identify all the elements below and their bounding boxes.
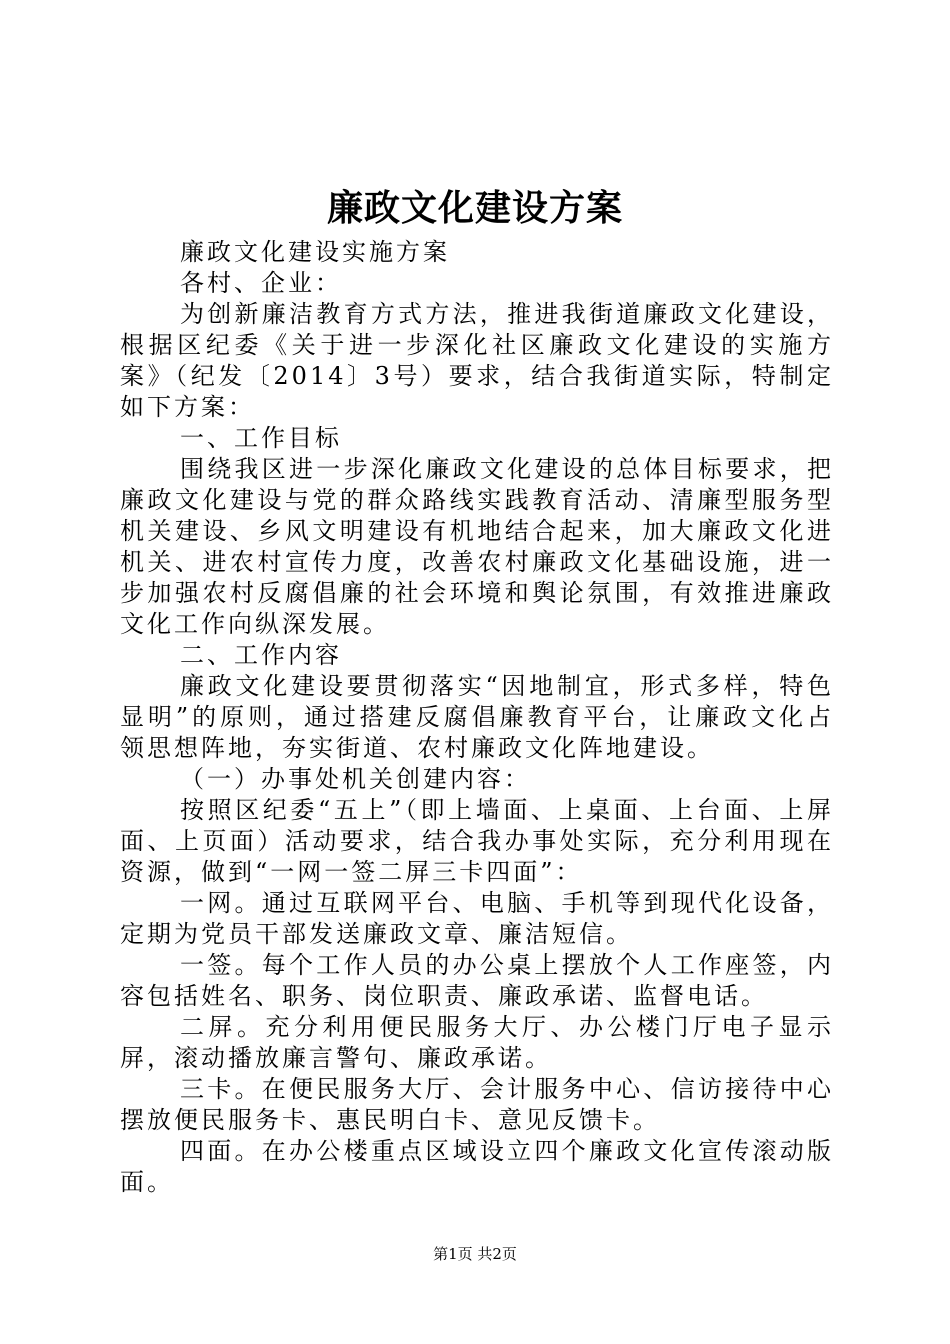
- paragraph-salutation: 各村、企业：: [180, 269, 342, 297]
- list-item-network: 一网。通过互联网平台、电脑、手机等到现代化设备，定期为党员干部发送廉政文章、廉洁短信。: [120, 889, 834, 948]
- document-body: [120, 237, 834, 1198]
- section-heading-goals: 一、工作目标: [180, 424, 342, 452]
- page-footer: 第1页 共2页: [433, 1245, 517, 1263]
- paragraph-subtitle: 廉政文化建设实施方案: [180, 238, 450, 266]
- page-title: 廉政文化建设方案: [326, 187, 623, 229]
- list-item-panels: 四面。在办公楼重点区域设立四个廉政文化宣传滚动版面。: [120, 1137, 834, 1196]
- paragraph-office: 按照区纪委“五上”（即上墙面、上桌面、上台面、上屏面、上页面）活动要求，结合我办事处实际，充分利用现在资源，做到“一网一签二屏三卡四面”：: [120, 796, 834, 886]
- paragraph-goals: 围绕我区进一步深化廉政文化建设的总体目标要求，把廉政文化建设与党的群众路线实践教育活动、清廉型服务型机关建设、乡风文明建设有机地结合起来，加大廉政文化进机关、进农村宣传力度，改善农村廉政文化基础设施，进一步加强农村反腐倡廉的社会环境和舆论氛围，有效推进廉政文化工作向纵深发展。: [120, 455, 834, 638]
- section-heading-content: 二、工作内容: [180, 641, 342, 669]
- list-item-cards: 三卡。在便民服务大厅、会计服务中心、信访接待中心摆放便民服务卡、惠民明白卡、意见反馈卡。: [120, 1075, 834, 1134]
- paragraph-content: 廉政文化建设要贯彻落实“因地制宜，形式多样，特色显明”的原则，通过搭建反腐倡廉教育平台，让廉政文化占领思想阵地，夯实街道、农村廉政文化阵地建设。: [120, 672, 834, 762]
- paragraph-intro: 为创新廉洁教育方式方法，推进我街道廉政文化建设，根据区纪委《关于进一步深化社区廉政文化建设的实施方案》（纪发〔2014〕3号）要求，结合我街道实际，特制定如下方案：: [120, 300, 834, 421]
- list-item-screens: 二屏。充分利用便民服务大厅、办公楼门厅电子显示屏，滚动播放廉言警句、廉政承诺。: [120, 1013, 834, 1072]
- subsection-heading-office: （一）办事处机关创建内容：: [180, 765, 531, 793]
- list-item-desk-sign: 一签。每个工作人员的办公桌上摆放个人工作座签，内容包括姓名、职务、岗位职责、廉政承诺、监督电话。: [120, 951, 834, 1010]
